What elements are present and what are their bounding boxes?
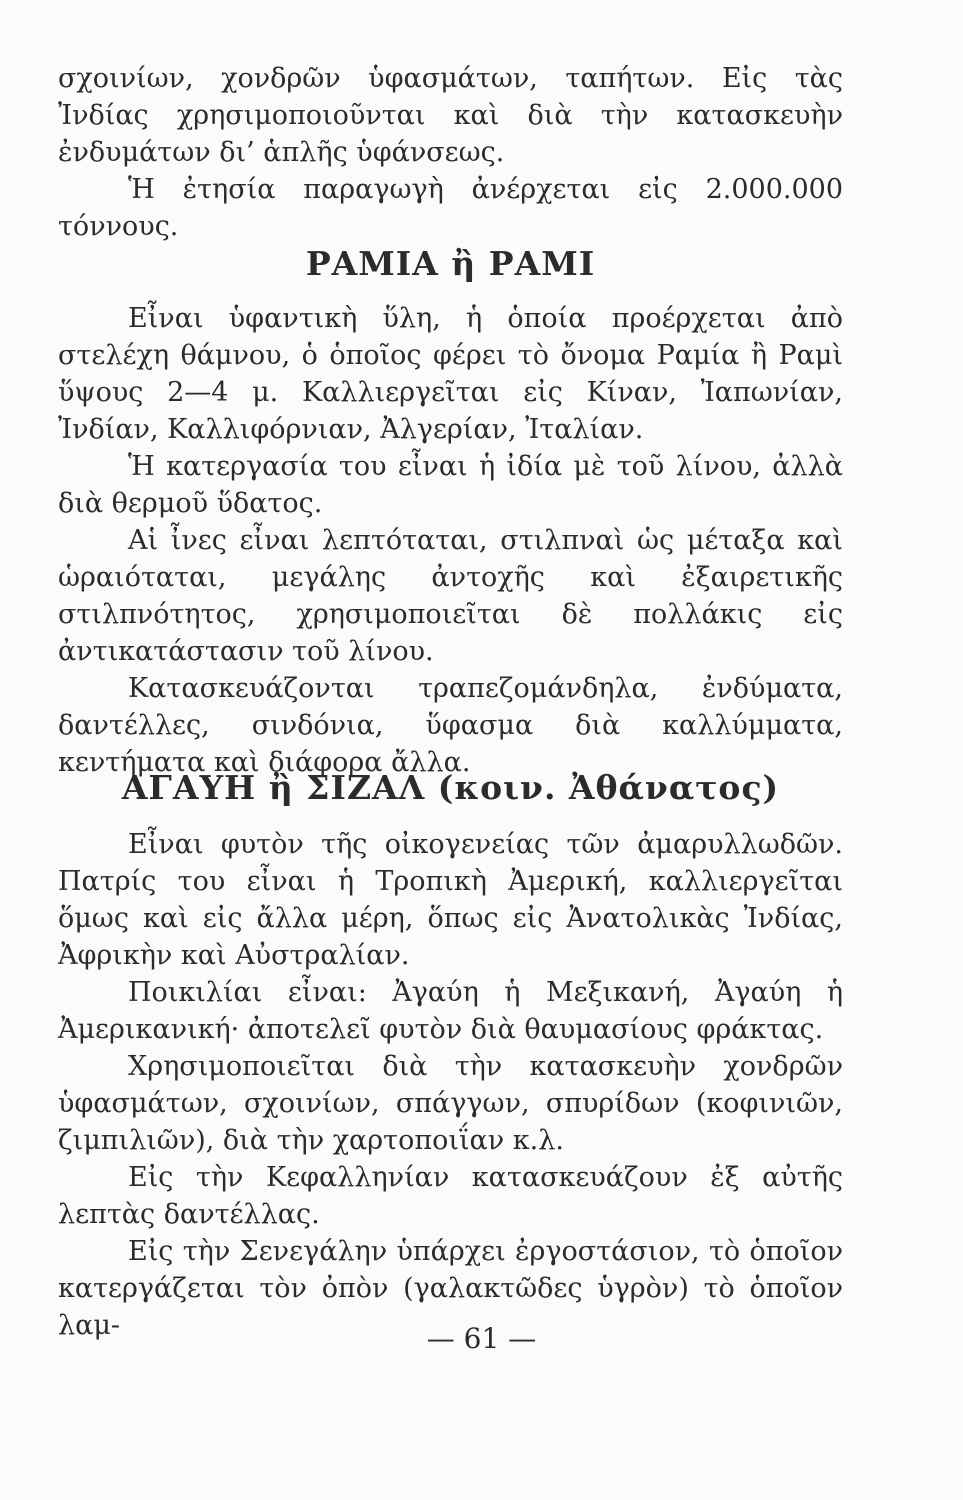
section-heading-ramia: ΡΑΜΙΑ ἢ ΡΑΜΙ bbox=[305, 244, 596, 283]
paragraph: Εἰς τὴν Κεφαλληνίαν κατασκευάζουν ἐξ αὐτῆς λεπτὰς δαντέλλας. bbox=[58, 1162, 843, 1230]
paragraph: Εἰς τὴν Σενεγάλην ὑπάρχει ἐργοστάσιον, τὸ ὁποῖον κατεργάζεται τὸν ὀπὸν (γαλακτῶδες ὑγρὸν) τὸ ὁποῖον λαμ- bbox=[58, 1236, 843, 1341]
paragraph: Εἶναι ὑφαντικὴ ὕλη, ἡ ὁποία προέρχεται ἀπὸ στελέχη θάμνου, ὁ ὁποῖος φέρει τὸ ὄνομα Ραμία ἢ Ραμὶ ὕψους 2—4 μ. Καλλιεργεῖται εἰς Κίναν, Ἰαπωνίαν, Ἰνδίαν, Καλλιφόρνιαν, Ἀλγερίαν, Ἰταλίαν. bbox=[58, 303, 843, 445]
section-heading-agave: ΑΓΑΥΗ ἢ ΣΙΖΑΛ (κοιν. Ἀθάνατος) bbox=[121, 768, 780, 807]
paragraph: Αἱ ἶνες εἶναι λεπτόταται, στιλπναὶ ὡς μέταξα καὶ ὡραιόταται, μεγάλης ἀντοχῆς καὶ ἐξαιρετικῆς στιλπνότητος, χρησιμοποιεῖται δὲ πολλάκις εἰς ἀντικατάστασιν τοῦ λίνου. bbox=[58, 525, 843, 667]
paragraph: Εἶναι φυτὸν τῆς οἰκογενείας τῶν ἀμαρυλλωδῶν. Πατρίς του εἶναι ἡ Τροπικὴ Ἀμερική, καλλιεργεῖται ὅμως καὶ εἰς ἄλλα μέρη, ὅπως εἰς Ἀνατολικὰς Ἰνδίας, Ἀφρικὴν καὶ Αὐστραλίαν. bbox=[58, 829, 843, 971]
paragraph: Ἡ κατεργασία του εἶναι ἡ ἰδία μὲ τοῦ λίνου, ἀλλὰ διὰ θερμοῦ ὕδατος. bbox=[58, 451, 843, 519]
paragraph: σχοινίων, χονδρῶν ὑφασμάτων, ταπήτων. Εἰς τὰς Ἰνδίας χρησιμοποιοῦνται καὶ διὰ τὴν κατασκευὴν ἐνδυμάτων δι’ ἁπλῆς ὑφάνσεως. bbox=[58, 63, 843, 168]
paragraph: Χρησιμοποιεῖται διὰ τὴν κατασκευὴν χονδρῶν ὑφασμάτων, σχοινίων, σπάγγων, σπυρίδων (κοφινιῶν, ζιμπιλιῶν), διὰ τὴν χαρτοποιΐαν κ.λ. bbox=[58, 1051, 843, 1156]
paragraph: Ἡ ἐτησία παραγωγὴ ἀνέρχεται εἰς 2.000.000 τόννους. bbox=[58, 174, 843, 242]
page-number: — 61 — bbox=[426, 1322, 537, 1355]
section-agave-body bbox=[58, 826, 843, 1344]
section-ramia-body bbox=[58, 300, 843, 781]
paragraph: Ποικιλίαι εἶναι: Ἀγαύη ἡ Μεξικανή, Ἀγαύη ἡ Ἀμερικανική· ἀποτελεῖ φυτὸν διὰ θαυμασίους φράκτας. bbox=[58, 977, 843, 1045]
top-text-block bbox=[58, 60, 843, 245]
paragraph: Κατασκευάζονται τραπεζομάνδηλα, ἐνδύματα, δαντέλλες, σινδόνια, ὕφασμα διὰ καλλύμματα, κεντήματα καὶ διάφορα ἄλλα. bbox=[58, 673, 843, 778]
